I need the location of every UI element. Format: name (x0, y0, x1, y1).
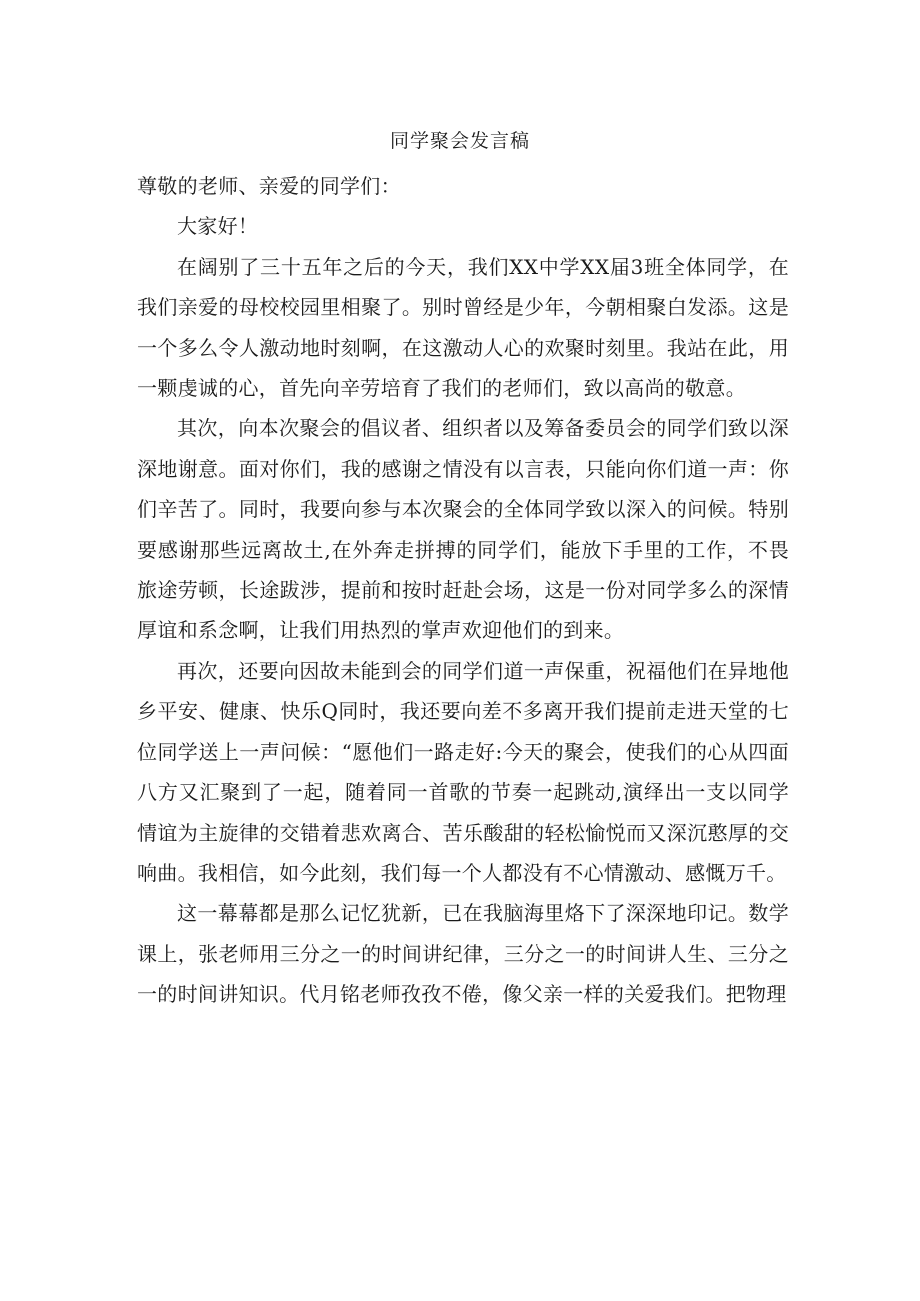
paragraph-blessings: 再次，还要向因故未能到会的同学们道一声保重，祝福他们在异地他乡平安、健康、快乐Q同时，我还要向差不多离开我们提前走进天堂的七位同学送上一声问候：“愿他们一路走好:今天的聚会，使我们的心从四面八方又汇聚到了一起，随着同一首歌的节奏一起跳动,演绎出一支以同学情谊为主旋律的交错着悲欢离合、苦乐酸甜的轻松愉悦而又深沉憨厚的交响曲。我相信，如今此刻，我们每一个人都没有不心情激动、感慨万千。 (137, 658, 789, 885)
document-title: 同学聚会发言稿 (389, 130, 530, 152)
paragraph-greeting: 大家好！ (177, 214, 259, 239)
salutation: 尊敬的老师、亲爱的同学们： (137, 174, 401, 198)
paragraph-thanks: 其次，向本次聚会的倡议者、组织者以及筹备委员会的同学们致以深深地谢意。面对你们，我的感谢之情没有以言表，只能向你们道一声：你们辛苦了。同时，我要向参与本次聚会的全体同学致以深入的问候。特别要感谢那些远离故土,在外奔走拼搏的同学们，能放下手里的工作，不畏旅途劳顿，长途跋涉，提前和按时赶赴会场，这是一份对同学多么的深情厚谊和系念啊，让我们用热烈的掌声欢迎他们的到来。 (137, 416, 789, 643)
paragraph-reunion: 在阔别了三十五年之后的今天，我们XX中学XX届3班全体同学，在我们亲爱的母校校园里相聚了。别时曾经是少年，今朝相聚白发添。这是一个多么令人激动地时刻啊，在这激动人心的欢聚时刻里。我站在此，用一颗虔诚的心，首先向辛劳培育了我们的老师们，致以高尚的敬意。 (137, 254, 789, 401)
document-body (137, 166, 789, 1015)
paragraph-memories: 这一幕幕都是那么记忆犹新，已在我脑海里烙下了深深地印记。数学课上，张老师用三分之一的时间讲纪律，三分之一的时间讲人生、三分之一的时间讲知识。代月铭老师孜孜不倦，像父亲一样的关爱我们。把物理 (137, 901, 789, 1007)
